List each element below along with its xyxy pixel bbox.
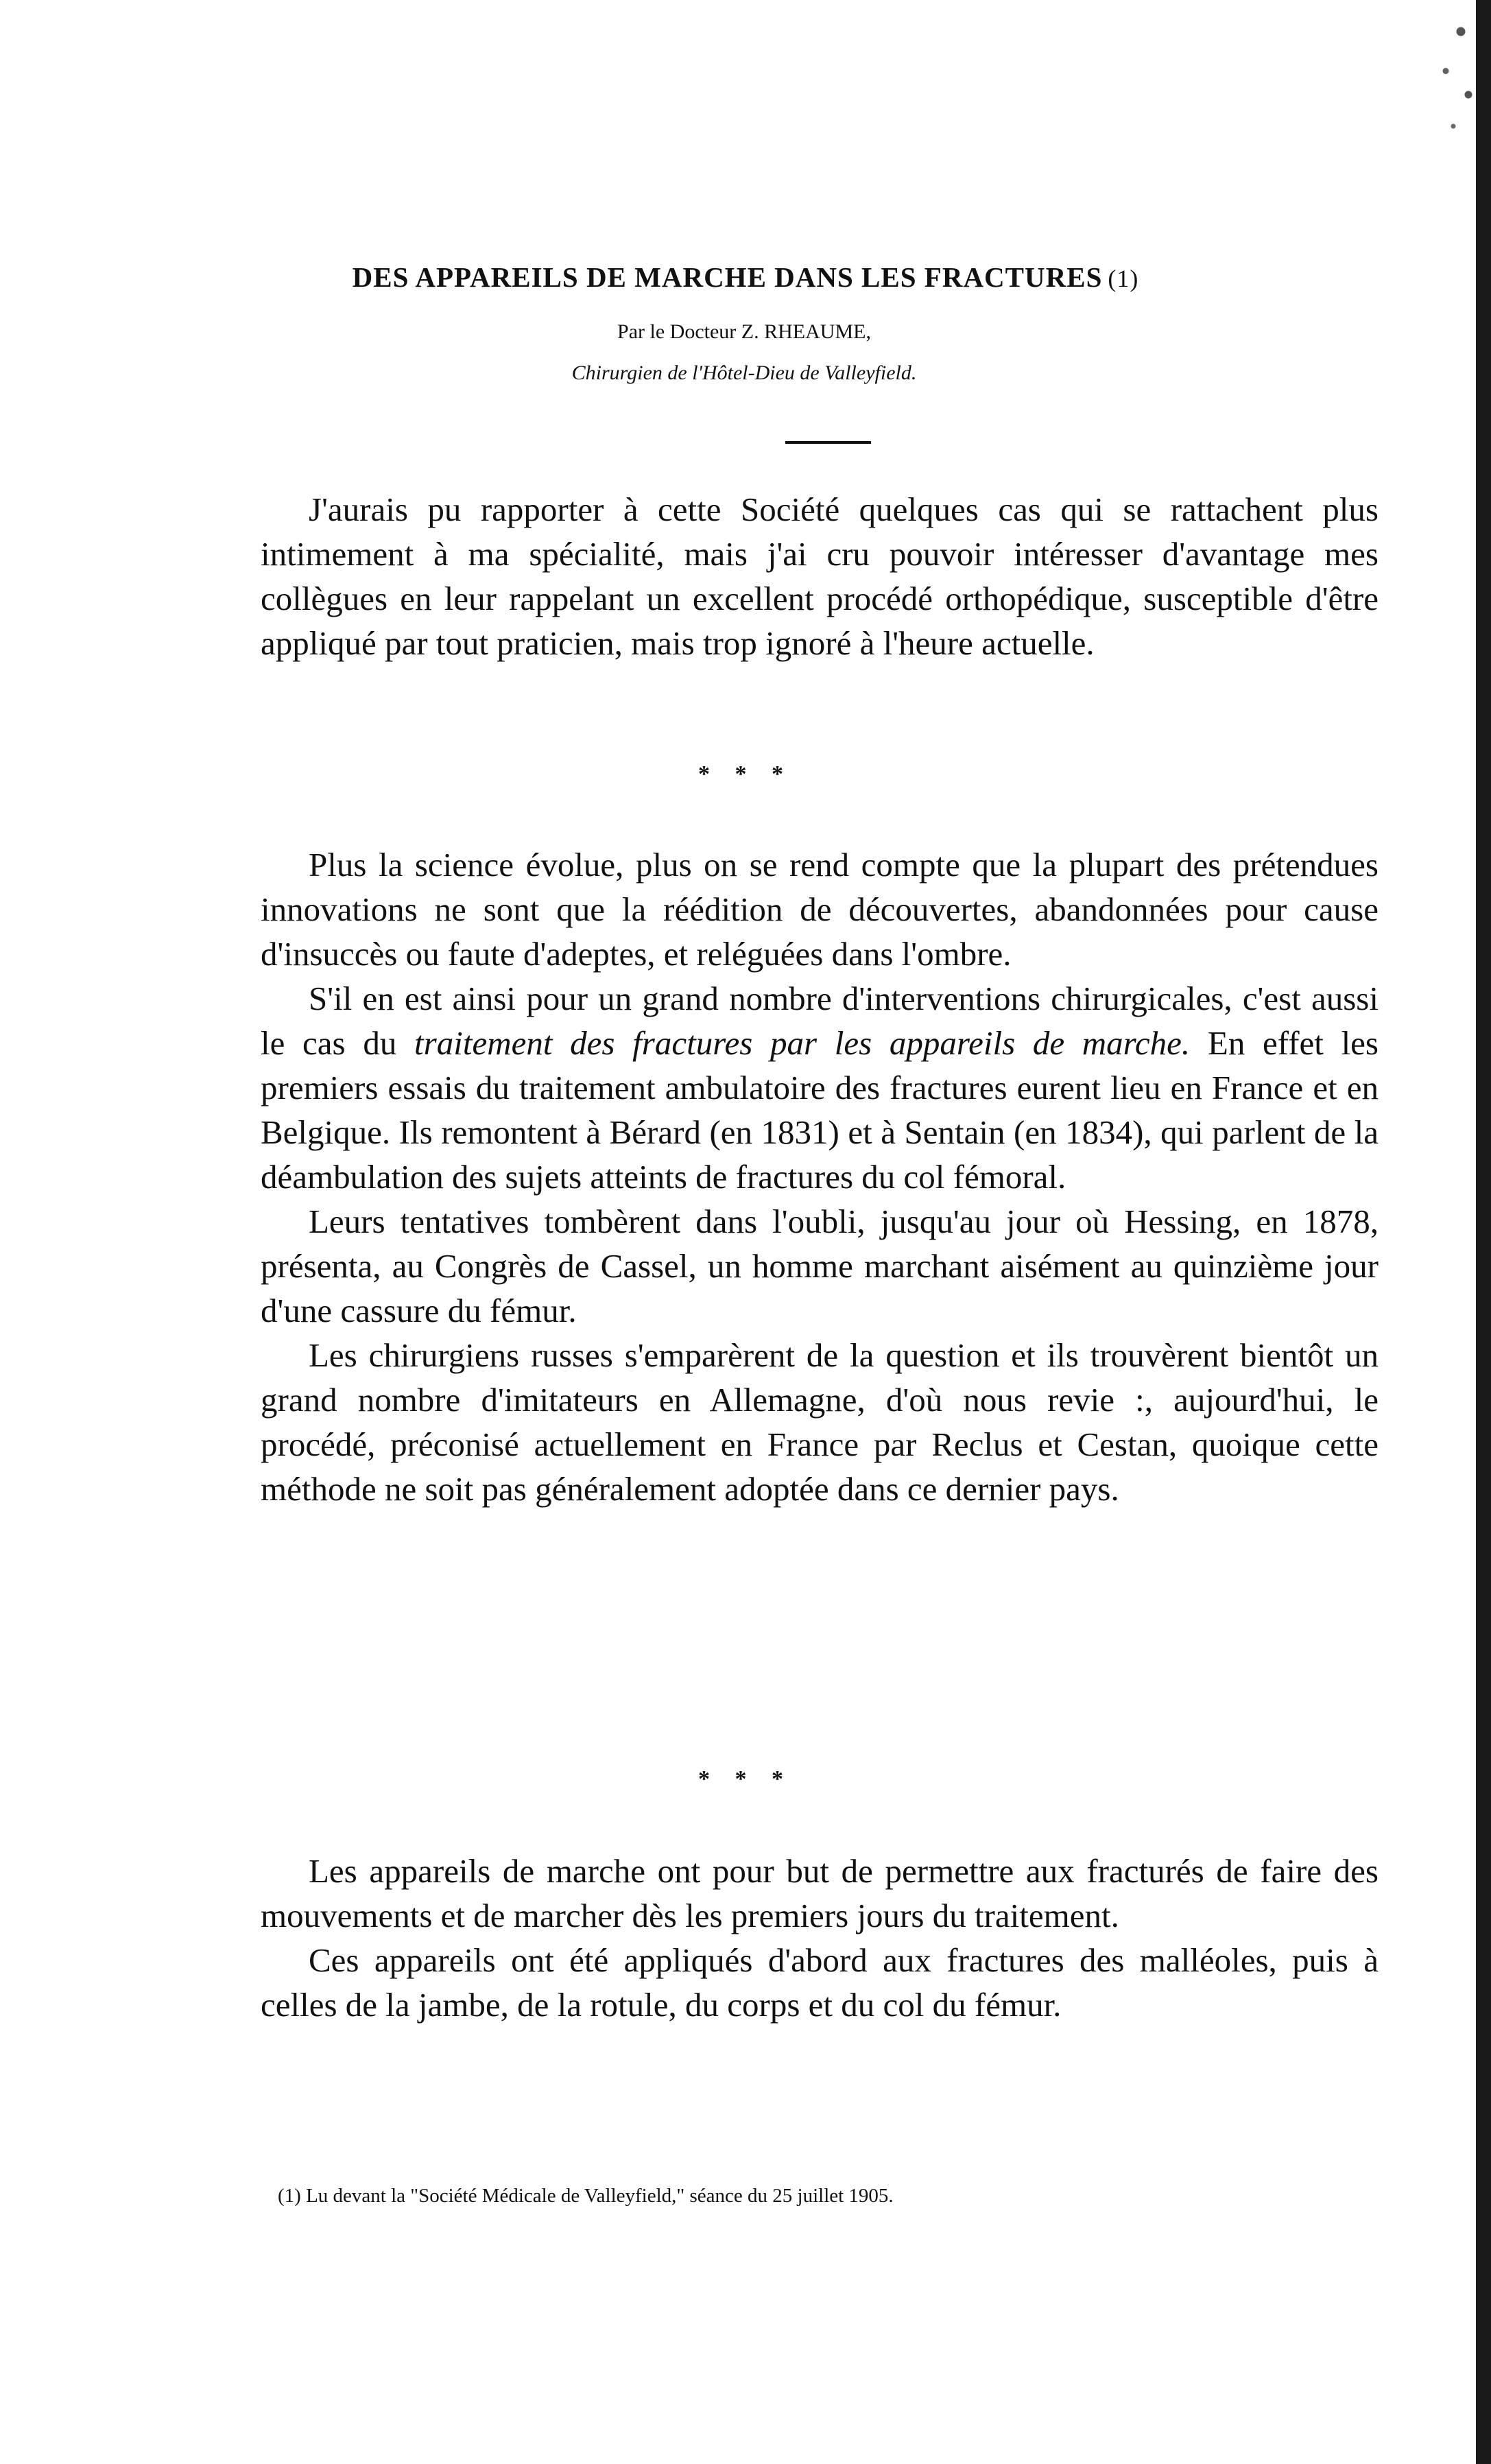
article-title: [0, 261, 1491, 294]
paragraph-text: En effet les premiers essais du traitement ambulatoire des fractures eurent lieu en France et en Belgique. Ils remontent à Bérard (en 1831) et à Sentain (en 1834), qui parlent de la déambulation des sujets atteints de fractures du col fémoral.: [261, 1024, 1379, 1196]
title-divider: [785, 441, 871, 444]
section-separator: * * *: [698, 761, 793, 787]
section-1: [261, 487, 1379, 665]
paragraph: Leurs tentatives tombèrent dans l'oubli, jusqu'au jour où Hessing, en 1878, présenta, au Congrès de Cassel, un homme marchant aisément au quinzième jour d'une cassure du fémur.: [261, 1203, 1379, 1329]
scan-noise: [1400, 0, 1476, 158]
section-3: [261, 1849, 1379, 2027]
paragraph-text: S'il en est ainsi pour un grand nombre d'interventions chirurgicales, c'est aussi le cas du: [261, 980, 1379, 1062]
emphasis-text: traitement des fractures par les appareils de marche.: [414, 1024, 1191, 1062]
scan-page-edge: [1476, 0, 1491, 2464]
section-2: [261, 842, 1379, 1511]
paragraph: Ces appareils ont été appliqués d'abord aux fractures des malléoles, puis à celles de la jambe, de la rotule, du corps et du col du fémur.: [261, 1941, 1379, 2024]
footnote: (1) Lu devant la "Société Médicale de Valleyfield," séance du 25 juillet 1905.: [278, 2185, 894, 2207]
paragraph: J'aurais pu rapporter à cette Société quelques cas qui se rattachent plus intimement à ma spécialité, mais j'ai cru pouvoir intéresser d'avantage mes collègues en leur rappelant un excellent procédé orthopédique, susceptible d'être appliqué par tout praticien, mais trop ignoré à l'heure actuelle.: [261, 490, 1379, 662]
paragraph: Les chirurgiens russes s'emparèrent de la question et ils trouvèrent bientôt un grand nombre d'imitateurs en Allemagne, d'où nous revie :, aujourd'hui, le procédé, préconisé actuellement en France par Reclus et Cestan, quoique cette méthode ne soit pas généralement adoptée dans ce dernier pays.: [261, 1336, 1379, 1508]
author-affiliation: Chirurgien de l'Hôtel-Dieu de Valleyfield.: [571, 362, 917, 384]
paragraph: Plus la science évolue, plus on se rend compte que la plupart des prétendues innovations ne sont que la réédition de découvertes, abandonnées pour cause d'insuccès ou faute d'adeptes, et reléguées dans l'ombre.: [261, 846, 1379, 973]
author-byline: Par le Docteur Z. RHEAUME,: [617, 320, 871, 343]
paragraph: Les appareils de marche ont pour but de permettre aux fracturés de faire des mouvements et de marcher dès les premiers jours du traitement.: [261, 1852, 1379, 1934]
section-separator: * * *: [698, 1766, 793, 1792]
title-footnote-ref: (1): [1108, 265, 1139, 292]
paragraph: [261, 976, 1379, 1199]
article-title-text: DES APPAREILS DE MARCHE DANS LES FRACTURES: [352, 261, 1103, 293]
